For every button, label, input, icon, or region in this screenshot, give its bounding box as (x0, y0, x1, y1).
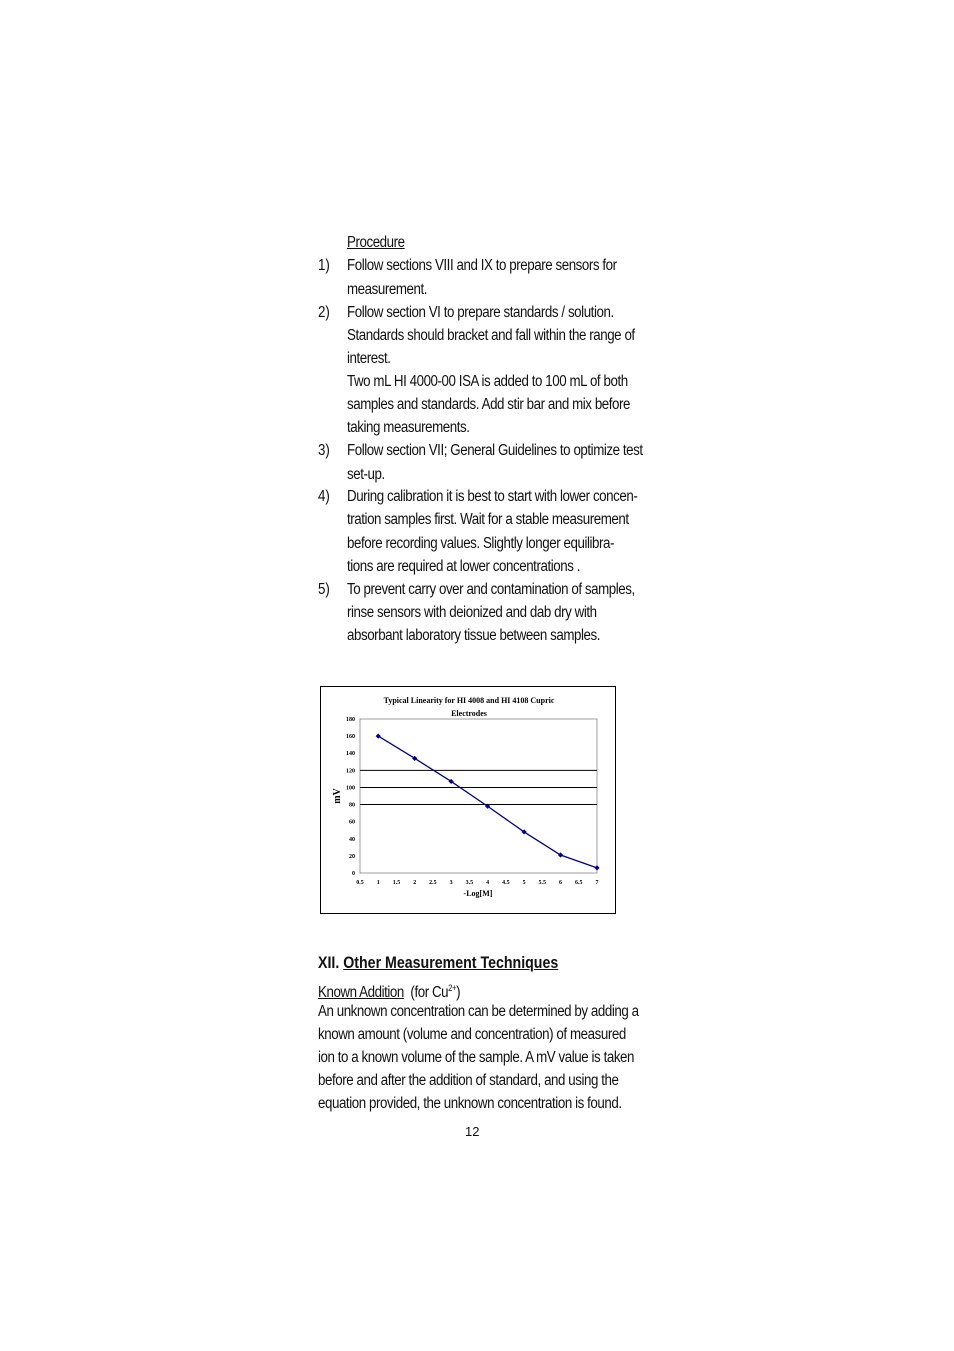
linearity-chart (320, 686, 616, 914)
step-5-line-3: absorbant laboratory tissue between samples. (347, 627, 601, 644)
step-4-number: 4) (318, 488, 330, 505)
step-3-line-1: Follow section VII; General Guidelines to optimize test (347, 442, 643, 459)
plot-frame (360, 719, 597, 873)
step-2-line-6: taking measurements. (347, 419, 470, 436)
procedure-heading: Procedure (347, 234, 405, 251)
chart-x-axis-label: -Log[M] (463, 889, 493, 898)
step-5-number: 5) (318, 581, 330, 598)
known-addition-label: Known Addition (318, 984, 404, 1002)
chart-y-axis-label: mV (332, 788, 343, 804)
chart-title-line-2: Electrodes (451, 709, 487, 718)
step-1-line-1: Follow sections VIII and IX to prepare sensors for (347, 257, 617, 274)
step-4-line-3: before recording values. Slightly longer equilibra- (347, 535, 615, 552)
chart-title-line-1: Typical Linearity for HI 4008 and HI 4108 Cupric (383, 696, 555, 705)
y-tick-label: 180 (346, 717, 355, 723)
x-tick-label: 0.5 (356, 880, 364, 886)
step-5-line-1: To prevent carry over and contamination of samples, (347, 581, 635, 598)
ion-charge: 2+ (448, 983, 457, 993)
y-tick-label: 0 (352, 871, 355, 877)
step-2-line-4: Two mL HI 4000-00 ISA is added to 100 mL of both (347, 373, 628, 390)
step-2-line-1: Follow section VI to prepare standards / solution. (347, 304, 614, 321)
for-ion-text: (for Cu (410, 984, 449, 1002)
section-title: Other Measurement Techniques (343, 954, 559, 972)
x-tick-label: 2.5 (429, 880, 437, 886)
x-tick-label: 3.5 (465, 880, 474, 886)
x-tick-label: 5 (522, 880, 526, 886)
x-tick-label: 6.5 (575, 880, 583, 886)
series-line (378, 736, 597, 868)
body-line-3: ion to a known volume of the sample. A mV value is taken (318, 1049, 635, 1066)
body-line-1: An unknown concentration can be determined by adding a (318, 1003, 639, 1020)
x-tick-label: 5.5 (538, 880, 547, 886)
x-tick-label: 6 (559, 880, 563, 886)
step-2-line-2: Standards should bracket and fall within the range of (347, 327, 635, 344)
step-4-line-1: During calibration it is best to start with lower concen- (347, 488, 638, 505)
body-line-4: before and after the addition of standard, and using the (318, 1072, 619, 1089)
y-tick-label: 100 (346, 785, 355, 792)
section-heading (318, 954, 558, 973)
step-2-line-5: samples and standards. Add stir bar and mix before (347, 396, 631, 413)
step-4-line-4: tions are required at lower concentrations . (347, 558, 581, 575)
close-paren: ) (456, 984, 461, 1002)
step-5-line-2: rinse sensors with deionized and dab dry with (347, 604, 597, 621)
linearity-chart-svg (321, 687, 617, 915)
page-number: 12 (465, 1124, 480, 1139)
data-point (594, 865, 599, 870)
step-4-line-2: tration samples first. Wait for a stable measurement (347, 511, 629, 528)
y-tick-label: 140 (346, 751, 355, 758)
y-tick-label: 120 (346, 768, 355, 775)
x-tick-label: 2 (413, 880, 417, 886)
x-tick-label: 4 (486, 880, 490, 886)
x-tick-label: 1.5 (392, 880, 401, 886)
y-tick-label: 80 (349, 802, 355, 809)
step-3-number: 3) (318, 442, 330, 459)
y-tick-label: 160 (346, 734, 355, 741)
x-tick-label: 7 (595, 880, 599, 886)
chart-plot-area (346, 717, 600, 886)
y-tick-label: 20 (349, 853, 355, 860)
x-tick-label: 4.5 (502, 880, 510, 886)
body-line-5: equation provided, the unknown concentration is found. (318, 1095, 622, 1112)
step-2-number: 2) (318, 304, 330, 321)
step-3-line-2: set-up. (347, 466, 385, 483)
y-tick-label: 40 (349, 836, 355, 843)
y-tick-label: 60 (349, 819, 355, 826)
step-2-line-3: interest. (347, 350, 391, 367)
section-number: XII. (318, 954, 340, 972)
x-tick-label: 1 (376, 880, 380, 886)
step-1-number: 1) (318, 257, 330, 274)
x-tick-label: 3 (449, 880, 453, 886)
step-1-line-2: measurement. (347, 281, 428, 298)
body-line-2: known amount (volume and concentration) of measured (318, 1026, 626, 1043)
